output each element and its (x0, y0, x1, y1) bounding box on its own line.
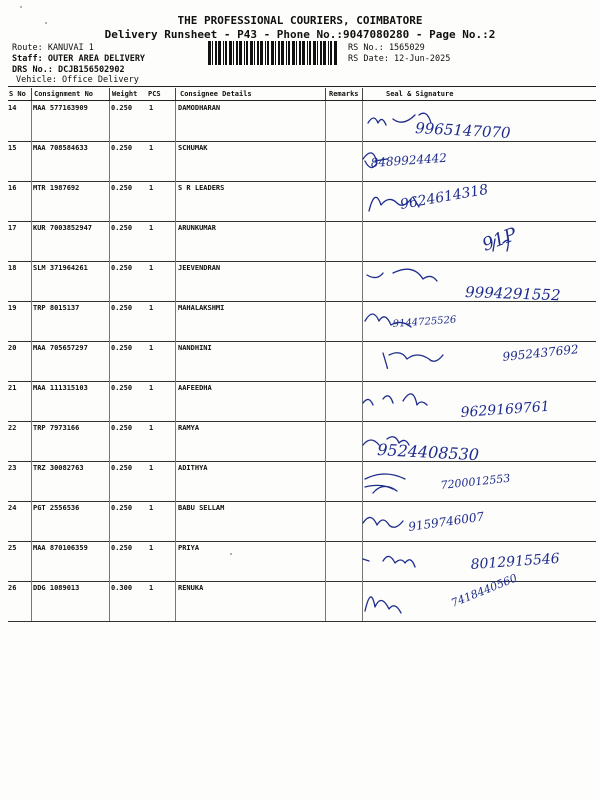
col-divider (175, 221, 176, 261)
col-divider (175, 101, 176, 141)
col-divider (325, 101, 326, 141)
table-row (8, 221, 596, 262)
col-divider (325, 141, 326, 181)
table-top-rule (8, 86, 596, 87)
col-divider (31, 501, 32, 541)
col-divider (109, 581, 110, 621)
barcode-bar (215, 41, 217, 65)
barcode-bar (225, 41, 227, 65)
cell-pcs: 1 (149, 544, 154, 552)
col-divider (325, 261, 326, 301)
cell-sno: 20 (8, 344, 17, 352)
table-row (8, 421, 596, 465)
handwritten-phone: 8012915546 (470, 550, 561, 573)
cell-pcs: 1 (149, 344, 154, 352)
signature-cell (353, 381, 600, 421)
col-divider (109, 101, 110, 141)
cell-sno: 16 (8, 184, 17, 192)
col-divider (31, 261, 32, 301)
handwritten-signature (353, 221, 600, 261)
barcode-bar (328, 41, 329, 65)
cell-pcs: 1 (149, 224, 154, 232)
cell-pcs: 1 (149, 504, 154, 512)
cell-weight: 0.250 (111, 424, 133, 432)
col-header-sno: S No (9, 90, 26, 98)
col-header-consignment: Consignment No (34, 90, 94, 98)
col-divider (109, 461, 110, 501)
signature-stroke (363, 517, 403, 527)
col-divider (31, 581, 32, 621)
cell-weight: 0.250 (111, 504, 133, 512)
cell-pcs: 1 (149, 424, 154, 432)
barcode-bar (299, 41, 301, 65)
signature-cell (353, 221, 600, 261)
signature-cell (353, 571, 600, 621)
barcode-bar (212, 41, 213, 65)
handwritten-phone: 9144725526 (392, 314, 457, 330)
cell-consignment-no: KUR 7003852947 (33, 224, 93, 232)
col-divider (175, 261, 176, 301)
scan-speck (230, 553, 232, 555)
barcode-bar (233, 41, 234, 65)
cell-pcs: 1 (149, 464, 154, 472)
barcode-bar (275, 41, 276, 65)
handwritten-phone: 8489924442 (370, 150, 448, 170)
col-header-weight: Weight (112, 90, 138, 98)
signature-cell (353, 301, 600, 341)
cell-consignment-no: DDG 1089013 (33, 584, 80, 592)
col-divider (109, 501, 110, 541)
signature-cell (353, 181, 600, 221)
cell-pcs: 1 (149, 264, 154, 272)
rs-number: RS No.: 1565029 (348, 43, 425, 53)
handwritten-signature (353, 101, 600, 141)
table-row (8, 341, 596, 382)
handwritten-signature (353, 381, 600, 421)
vehicle-label: Vehicle: Office Delivery (16, 75, 139, 85)
barcode-bar (260, 41, 263, 65)
signature-stroke (363, 394, 427, 405)
cell-weight: 0.250 (111, 184, 133, 192)
table-row (8, 461, 596, 502)
table-row (8, 101, 596, 142)
col-divider (31, 381, 32, 421)
handwritten-signature (353, 261, 600, 305)
col-divider (325, 541, 326, 581)
col-header-pcs: PCS (148, 90, 161, 98)
barcode-bar (239, 41, 242, 65)
cell-consignment-no: MAA 708584633 (33, 144, 88, 152)
col-divider (325, 421, 326, 461)
cell-consignee: PRIYA (178, 544, 200, 552)
cell-consignee: SCHUMAK (178, 144, 208, 152)
cell-consignee: AAFEEDHA (178, 384, 212, 392)
col-divider (31, 301, 32, 341)
col-divider (109, 261, 110, 301)
barcode-bar (236, 41, 238, 65)
cell-consignee: RENUKA (178, 584, 204, 592)
cell-consignee: S R LEADERS (178, 184, 225, 192)
cell-weight: 0.250 (111, 304, 133, 312)
col-divider (175, 141, 176, 181)
cell-pcs: 1 (149, 384, 154, 392)
col-divider (109, 421, 110, 461)
handwritten-signature (353, 571, 600, 621)
table-row (8, 501, 596, 542)
cell-sno: 17 (8, 224, 17, 232)
barcode-bar (288, 41, 290, 65)
handwritten-phone: 9524408530 (376, 440, 480, 465)
cell-consignee: ADITHYA (178, 464, 208, 472)
col-divider (31, 541, 32, 581)
col-divider (109, 141, 110, 181)
cell-sno: 19 (8, 304, 17, 312)
col-divider (31, 141, 32, 181)
cell-weight: 0.300 (111, 584, 133, 592)
col-divider (109, 541, 110, 581)
barcode-bar (317, 41, 318, 65)
cell-sno: 22 (8, 424, 17, 432)
barcode-bar (208, 41, 211, 65)
signature-cell (353, 541, 600, 581)
handwritten-phone: 9952437692 (501, 342, 580, 364)
cell-consignment-no: SLM 371964261 (33, 264, 88, 272)
handwritten-phone: 9159746007 (407, 509, 486, 534)
col-header-signature: Seal & Signature (386, 90, 454, 98)
barcode-bar (265, 41, 266, 65)
cell-consignment-no: MAA 870106359 (33, 544, 88, 552)
col-divider (175, 541, 176, 581)
barcode-bar (271, 41, 274, 65)
col-header-consignee: Consignee Details (180, 90, 252, 98)
cell-weight: 0.250 (111, 104, 133, 112)
barcode-bar (323, 41, 326, 65)
cell-pcs: 1 (149, 304, 154, 312)
table-row (8, 571, 596, 622)
handwritten-signature (353, 461, 600, 501)
route-label: Route: KANUVAI 1 (12, 43, 94, 53)
cell-pcs: 1 (149, 144, 154, 152)
cell-consignment-no: PGT 2556536 (33, 504, 80, 512)
company-name: THE PROFESSIONAL COURIERS, COIMBATORE (177, 14, 423, 27)
cell-consignee: NANDHINI (178, 344, 212, 352)
signature-cell (353, 461, 600, 501)
barcode-bar (218, 41, 221, 65)
barcode-bar (307, 41, 308, 65)
col-divider (31, 181, 32, 221)
signature-stroke (365, 474, 405, 493)
col-divider (31, 341, 32, 381)
handwritten-phone: 9965147070 (414, 119, 512, 142)
barcode-bar (302, 41, 305, 65)
col-divider (325, 581, 326, 621)
handwritten-signature (353, 341, 600, 381)
staff-label: Staff: OUTER AREA DELIVERY (12, 54, 146, 64)
barcode-bar (250, 41, 253, 65)
barcode-bar (330, 41, 332, 65)
col-divider (325, 181, 326, 221)
barcode-bar (286, 41, 287, 65)
signature-cell (353, 501, 600, 541)
signature-stroke (367, 269, 437, 281)
cell-consignment-no: MAA 111315103 (33, 384, 88, 392)
barcode-bar (254, 41, 255, 65)
col-divider (31, 221, 32, 261)
cell-consignee: DAMODHARAN (178, 104, 221, 112)
col-header-remarks: Remarks (329, 90, 359, 98)
table-row (8, 261, 596, 305)
signature-cell (353, 261, 600, 305)
col-divider (175, 581, 176, 621)
cell-sno: 15 (8, 144, 17, 152)
signature-cell (353, 341, 600, 381)
cell-sno: 26 (8, 584, 17, 592)
cell-sno: 18 (8, 264, 17, 272)
table-row (8, 381, 596, 422)
handwritten-signature (353, 141, 600, 181)
barcode-bar (296, 41, 297, 65)
barcode-bar (246, 41, 248, 65)
cell-pcs: 1 (149, 104, 154, 112)
cell-weight: 0.250 (111, 144, 133, 152)
handwritten-phone: 9994291552 (464, 283, 561, 305)
cell-weight: 0.250 (111, 544, 133, 552)
col-divider (175, 501, 176, 541)
col-divider (31, 101, 32, 141)
signature-stroke (363, 556, 415, 567)
signature-stroke (365, 597, 401, 613)
col-divider (175, 181, 176, 221)
cell-pcs: 1 (149, 584, 154, 592)
col-divider (175, 341, 176, 381)
scan-speck (20, 6, 22, 8)
handwritten-signature (353, 501, 600, 541)
barcode-bar (313, 41, 316, 65)
cell-sno: 25 (8, 544, 17, 552)
table-row (8, 141, 596, 182)
barcode-image (208, 41, 340, 65)
col-divider (109, 221, 110, 261)
cell-weight: 0.250 (111, 264, 133, 272)
cell-consignee: ARUNKUMAR (178, 224, 216, 232)
cell-consignee: JEEVENDRAN (178, 264, 221, 272)
handwritten-signature (353, 541, 600, 581)
cell-weight: 0.250 (111, 384, 133, 392)
signature-cell (353, 141, 600, 181)
cell-consignment-no: TRP 8015137 (33, 304, 80, 312)
handwritten-phone: 7200012553 (439, 471, 511, 492)
barcode-bar (281, 41, 284, 65)
signature-stroke (383, 353, 443, 369)
handwritten-phone: 7418440560 (449, 571, 520, 610)
drs-number: DRS No.: DCJB156502902 (12, 65, 125, 75)
barcode-bar (244, 41, 245, 65)
rs-date: RS Date: 12-Jun-2025 (348, 54, 451, 64)
handwritten-phone: 9629169761 (460, 398, 551, 421)
col-divider (325, 341, 326, 381)
runsheet-title: Delivery Runsheet - P43 - Phone No.:9047080280 - Page No.:2 (104, 28, 496, 41)
handwritten-phone: 9624614318 (398, 181, 490, 213)
col-divider (325, 381, 326, 421)
cell-consignment-no: TRZ 30082763 (33, 464, 84, 472)
barcode-bar (278, 41, 280, 65)
cell-sno: 24 (8, 504, 17, 512)
cell-consignment-no: MAA 705657297 (33, 344, 88, 352)
handwritten-signature (353, 181, 600, 221)
col-divider (325, 221, 326, 261)
col-divider (109, 381, 110, 421)
signature-cell (353, 101, 600, 141)
col-divider (109, 341, 110, 381)
col-divider (175, 461, 176, 501)
cell-weight: 0.250 (111, 344, 133, 352)
scan-speck (45, 22, 47, 24)
col-divider (325, 501, 326, 541)
col-divider (31, 461, 32, 501)
cell-consignment-no: MTR 1987692 (33, 184, 80, 192)
barcode-bar (309, 41, 311, 65)
cell-consignee: BABU SELLAM (178, 504, 225, 512)
barcode-bar (229, 41, 232, 65)
col-divider (175, 421, 176, 461)
cell-weight: 0.250 (111, 224, 133, 232)
handwritten-signature (353, 301, 600, 341)
cell-sno: 23 (8, 464, 17, 472)
cell-consignment-no: TRP 7973166 (33, 424, 80, 432)
col-divider (109, 301, 110, 341)
barcode-bar (334, 41, 337, 65)
barcode-bar (267, 41, 269, 65)
col-divider (325, 301, 326, 341)
barcode-bar (320, 41, 322, 65)
cell-consignee: RAMYA (178, 424, 200, 432)
barcode-bar (223, 41, 224, 65)
cell-pcs: 1 (149, 184, 154, 192)
col-divider (31, 421, 32, 461)
handwritten-phone: 91P (479, 223, 520, 256)
barcode-bar (257, 41, 259, 65)
col-divider (175, 301, 176, 341)
cell-consignment-no: MAA 577163909 (33, 104, 88, 112)
cell-sno: 21 (8, 384, 17, 392)
cell-sno: 14 (8, 104, 17, 112)
cell-consignee: MAHALAKSHMI (178, 304, 225, 312)
cell-weight: 0.250 (111, 464, 133, 472)
table-row (8, 301, 596, 342)
table-row (8, 181, 596, 222)
barcode-bar (292, 41, 295, 65)
col-divider (109, 181, 110, 221)
col-divider (175, 381, 176, 421)
col-divider (325, 461, 326, 501)
signature-cell (353, 421, 600, 465)
handwritten-signature (353, 421, 600, 465)
